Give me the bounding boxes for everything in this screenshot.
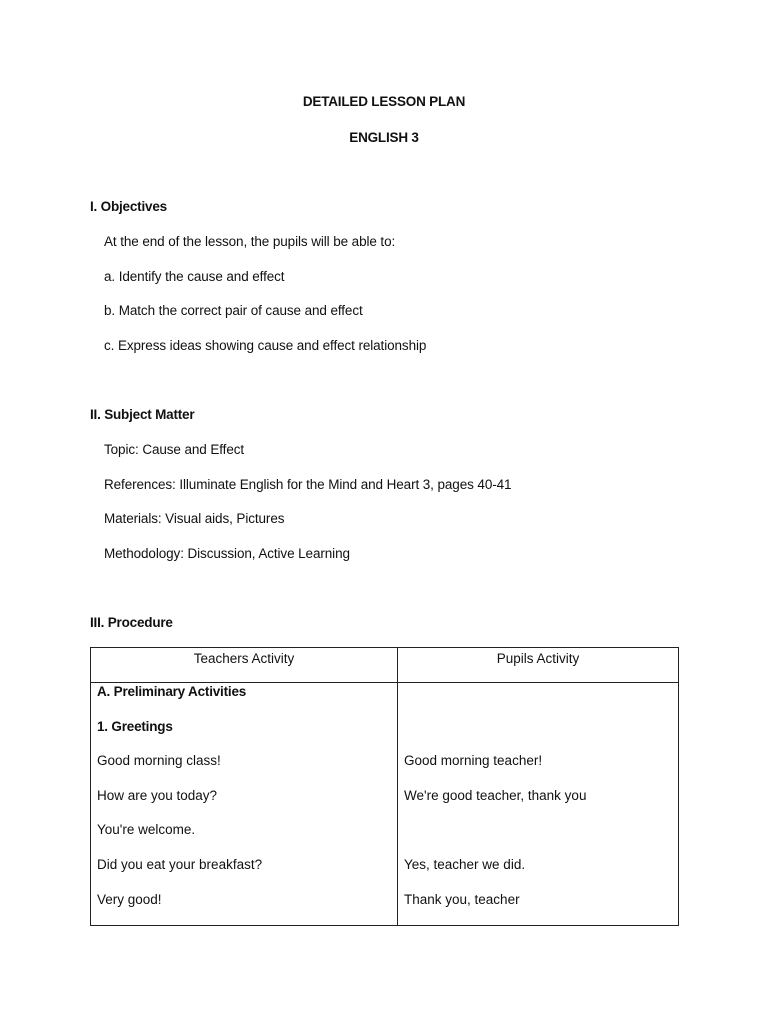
pupil-line-empty xyxy=(404,821,672,856)
document-subtitle: ENGLISH 3 xyxy=(349,130,419,145)
pupil-line: Thank you, teacher xyxy=(404,891,520,907)
teacher-line: Did you eat your breakfast? xyxy=(97,856,263,872)
subject-materials: Materials: Visual aids, Pictures xyxy=(104,511,285,526)
pupil-line: Good morning teacher! xyxy=(404,753,543,769)
objective-item-a: a. Identify the cause and effect xyxy=(104,269,285,284)
objective-item-b: b. Match the correct pair of cause and effect xyxy=(104,303,363,318)
teacher-line: You're welcome. xyxy=(97,822,196,838)
objectives-heading: I. Objectives xyxy=(90,199,167,214)
procedure-table-header-row xyxy=(91,648,679,683)
document-title: DETAILED LESSON PLAN xyxy=(302,94,466,109)
teacher-line-preliminary: A. Preliminary Activities xyxy=(97,684,247,699)
objectives-intro: At the end of the lesson, the pupils will be able to: xyxy=(104,234,396,249)
pupil-line: We're good teacher, thank you xyxy=(404,787,587,803)
subject-matter-heading: II. Subject Matter xyxy=(90,407,195,422)
teachers-activity-cell xyxy=(91,683,398,926)
procedure-table xyxy=(90,647,679,926)
pupil-line: Yes, teacher we did. xyxy=(404,856,526,872)
pupils-activity-cell xyxy=(398,683,679,926)
subject-methodology: Methodology: Discussion, Active Learning xyxy=(104,546,350,561)
objective-item-c: c. Express ideas showing cause and effect relationship xyxy=(104,338,427,353)
procedure-table-row xyxy=(91,683,679,926)
pupil-line-empty xyxy=(404,683,672,718)
teacher-line-greetings: 1. Greetings xyxy=(97,718,173,734)
subject-references: References: Illuminate English for the Mind and Heart 3, pages 40-41 xyxy=(104,477,512,492)
subject-topic: Topic: Cause and Effect xyxy=(104,442,245,457)
pupils-activity-header: Pupils Activity xyxy=(398,648,679,683)
teacher-line: Good morning class! xyxy=(97,753,221,769)
teachers-activity-header: Teachers Activity xyxy=(91,648,398,683)
teacher-line: How are you today? xyxy=(97,787,218,803)
pupil-line-empty xyxy=(404,718,672,753)
teacher-line: Very good! xyxy=(97,891,162,907)
procedure-heading: III. Procedure xyxy=(90,615,173,630)
